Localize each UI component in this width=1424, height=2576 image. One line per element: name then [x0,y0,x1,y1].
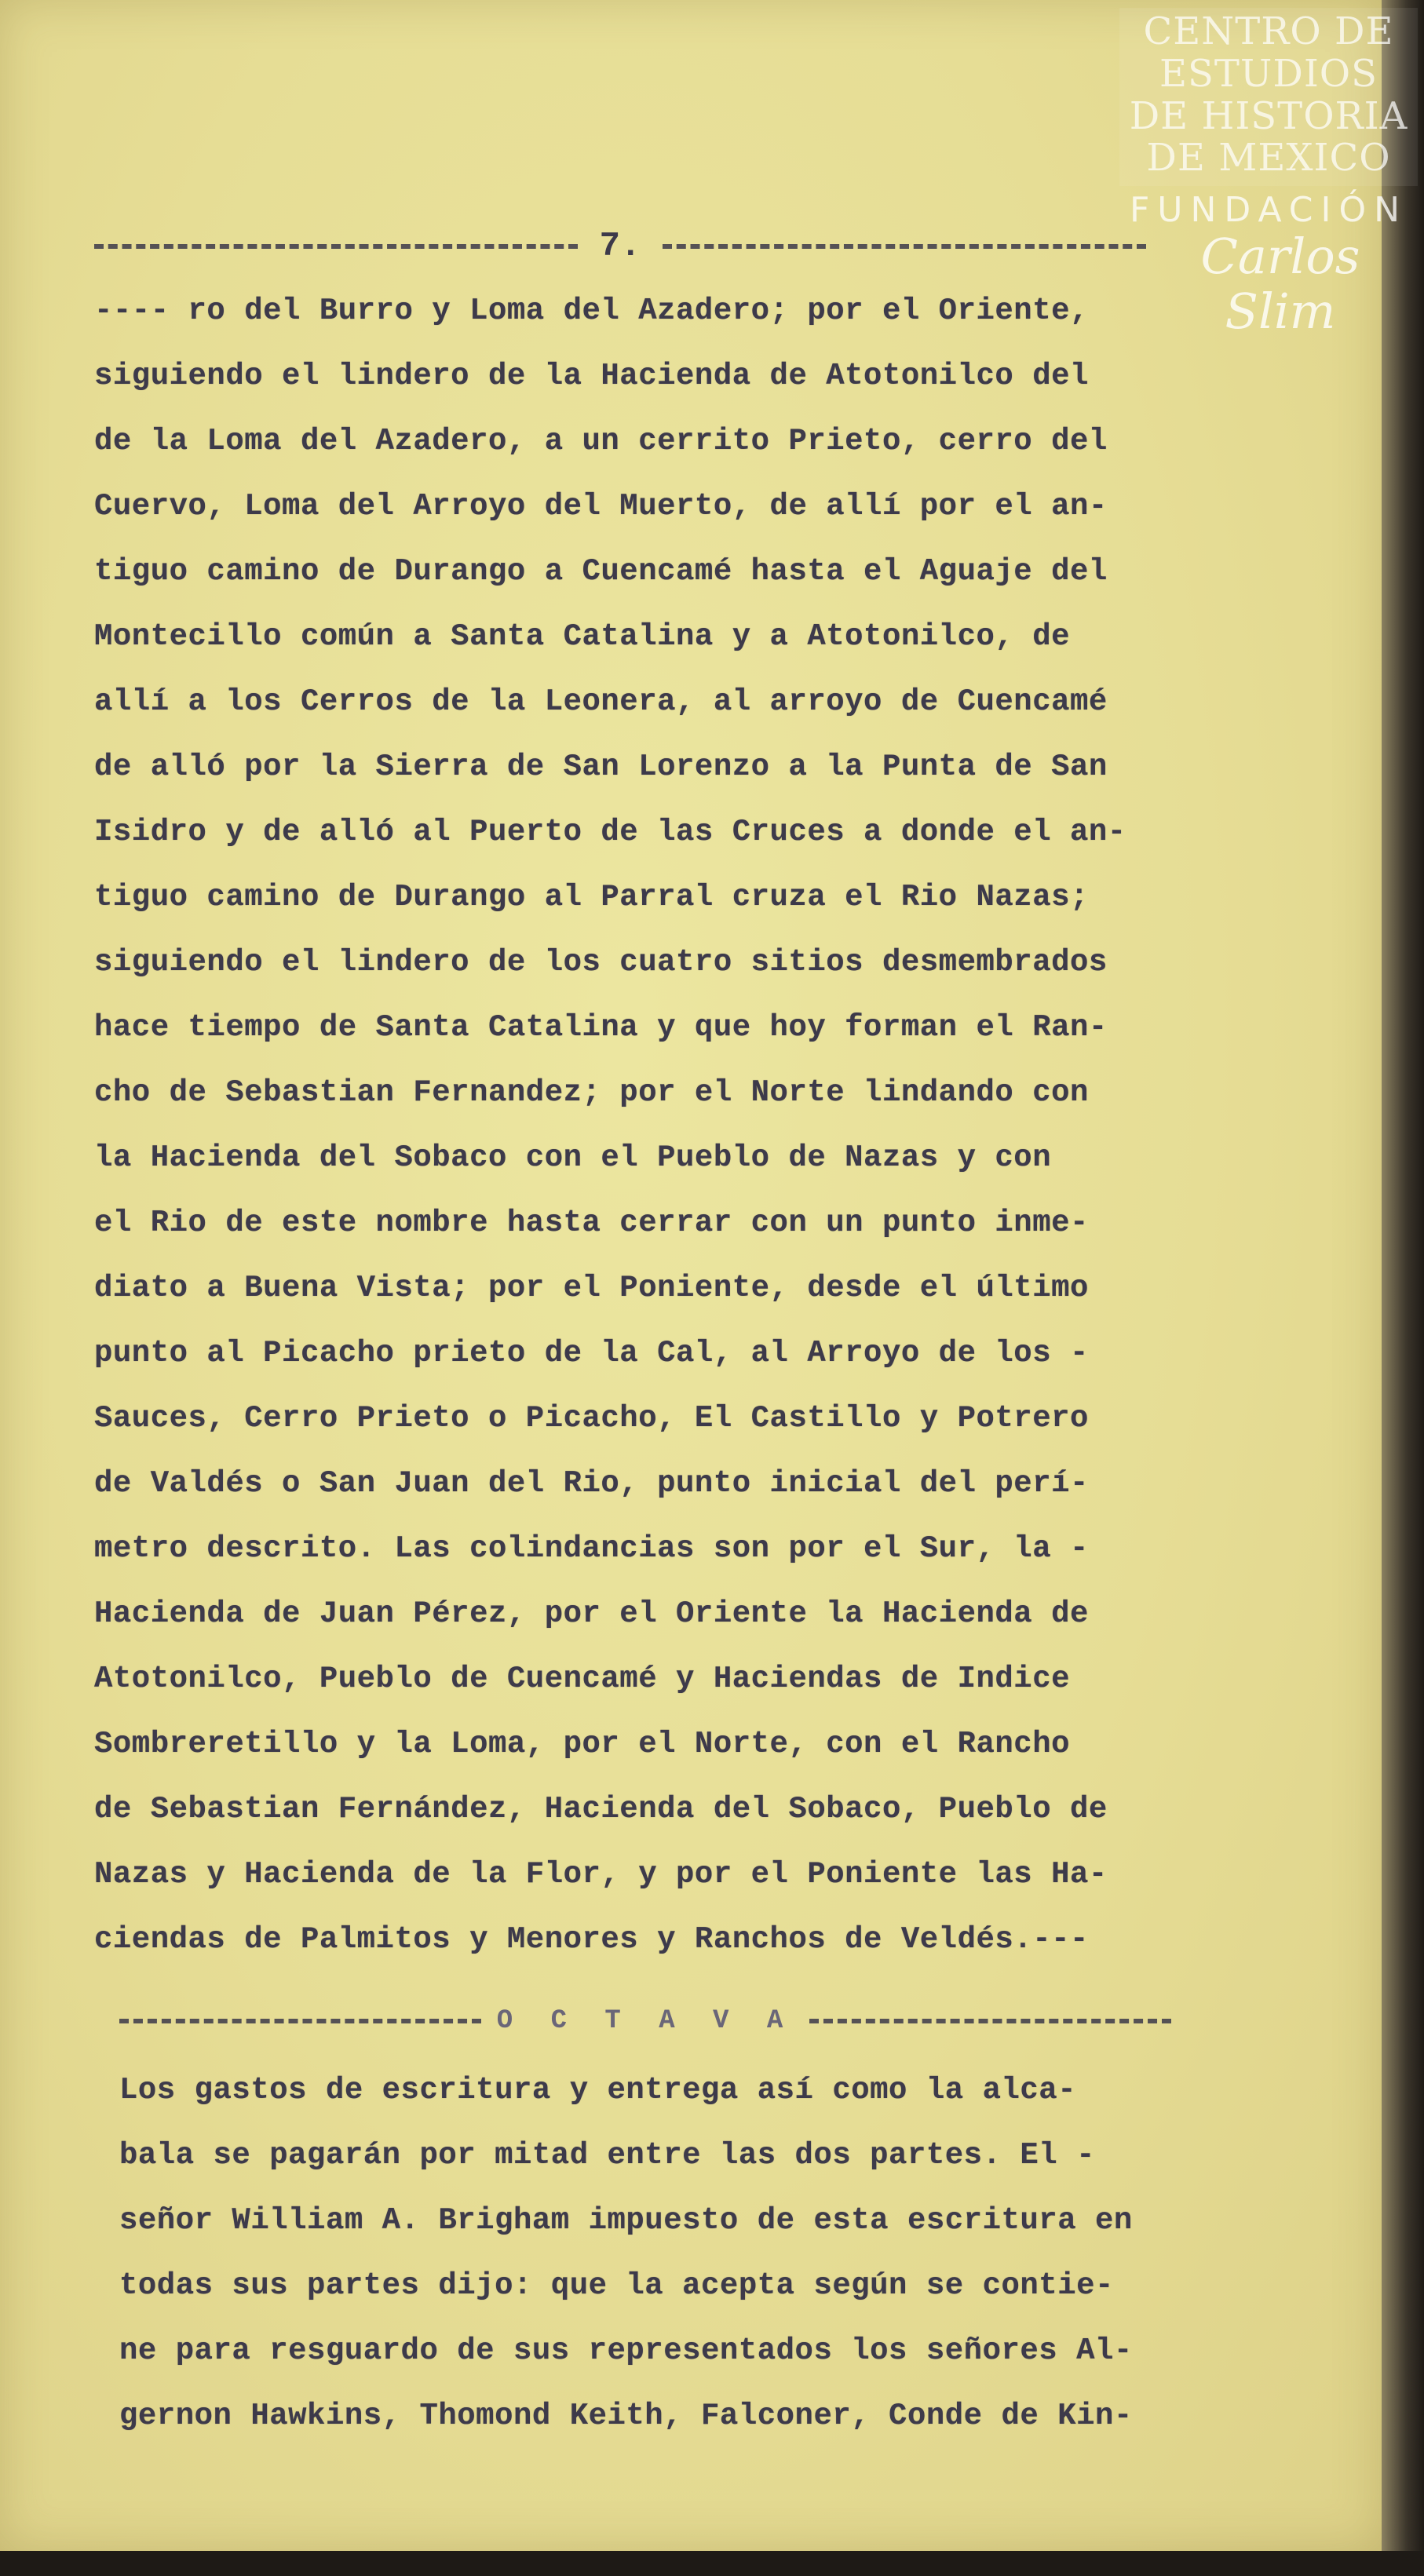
text-line: Los gastos de escritura y entrega así como la alca- [119,2073,1077,2107]
dash-rule-left [119,2019,481,2023]
text-line: de alló por la Sierra de San Lorenzo a la Punta de San [94,750,1108,784]
institution-name [1119,8,1418,186]
text-line: Sombreretillo y la Loma, por el Norte, con el Rancho [94,1727,1070,1761]
text-line: allí a los Cerros de la Leonera, al arroyo de Cuencamé [94,684,1108,719]
text-line: tiguo camino de Durango a Cuencamé hasta el Aguaje del [94,554,1108,589]
section-heading [119,1998,1171,2045]
text-line: siguiendo el lindero de los cuatro sitios desmembrados [94,945,1108,980]
text-line: punto al Picacho prieto de la Cal, al Arroyo de los - [94,1336,1089,1370]
foundation-label: FUNDACIÓN [1129,190,1408,230]
text-line: diato a Buena Vista; por el Poniente, desde el último [94,1271,1089,1305]
text-line: de Valdés o San Juan del Rio, punto inicial del perí- [94,1466,1089,1501]
institution-line: ESTUDIOS [1159,51,1378,96]
text-line: Cuervo, Loma del Arroyo del Muerto, de allí por el an- [94,489,1108,524]
text-line: Nazas y Hacienda de la Flor, y por el Poniente las Ha- [94,1857,1108,1892]
text-line: señor William A. Brigham impuesto de esta escritura en [119,2203,1133,2238]
dash-rule-left [94,244,578,249]
dash-rule-right [809,2019,1171,2023]
text-line: el Rio de este nombre hasta cerrar con un punto inme- [94,1206,1089,1240]
text-line: cho de Sebastian Fernandez; por el Norte lindando con [94,1075,1089,1110]
body-text [94,279,1193,1972]
text-line: Sauces, Cerro Prieto o Picacho, El Castillo y Potrero [94,1401,1089,1436]
text-line: gernon Hawkins, Thomond Keith, Falconer, Conde de Kin- [119,2399,1133,2433]
dash-rule-right [663,244,1146,249]
text-line: Atotonilco, Pueblo de Cuencamé y Haciendas de Indice [94,1662,1070,1696]
foundation-signature: Carlos Slim [1200,228,1360,340]
archive-watermark [1119,8,1418,338]
text-line: Hacienda de Juan Pérez, por el Oriente la Hacienda de [94,1596,1089,1631]
text-line: Isidro y de alló al Puerto de las Cruces a donde el an- [94,815,1126,849]
text-line: Montecillo común a Santa Catalina y a Atotonilco, de [94,619,1070,654]
text-line: la Hacienda del Sobaco con el Pueblo de Nazas y con [94,1140,1052,1175]
text-line: ciendas de Palmitos y Menores y Ranchos de Veldés.--- [94,1922,1089,1957]
text-line: hace tiempo de Santa Catalina y que hoy forman el Ran- [94,1010,1108,1045]
institution-line: DE HISTORIA [1129,93,1408,138]
text-line: ne para resguardo de sus representados los señores Al- [119,2333,1133,2368]
text-line: tiguo camino de Durango al Parral cruza el Rio Nazas; [94,880,1089,914]
institution-line: DE MEXICO [1146,136,1391,181]
page-edge-bottom [0,2551,1424,2576]
text-line: siguiendo el lindero de la Hacienda de Atotonilco del [94,359,1089,393]
institution-line: CENTRO DE [1143,9,1394,53]
text-line: ---- ro del Burro y Loma del Azadero; por el Oriente, [94,294,1089,328]
text-line: de la Loma del Azadero, a un cerrito Prieto, cerro del [94,424,1108,458]
text-line: de Sebastian Fernández, Hacienda del Sobaco, Pueblo de [94,1792,1108,1826]
text-line: bala se pagarán por mitad entre las dos partes. El - [119,2138,1095,2173]
page-number: 7. [599,226,641,266]
text-line: metro descrito. Las colindancias son por el Sur, la - [94,1531,1089,1566]
section-text [119,2058,1218,2449]
page-header [94,213,1146,279]
text-line: todas sus partes dijo: que la acepta según se contie- [119,2268,1114,2303]
section-title: O C T A V A [496,2006,794,2036]
page-edge-right [1382,0,1424,2576]
